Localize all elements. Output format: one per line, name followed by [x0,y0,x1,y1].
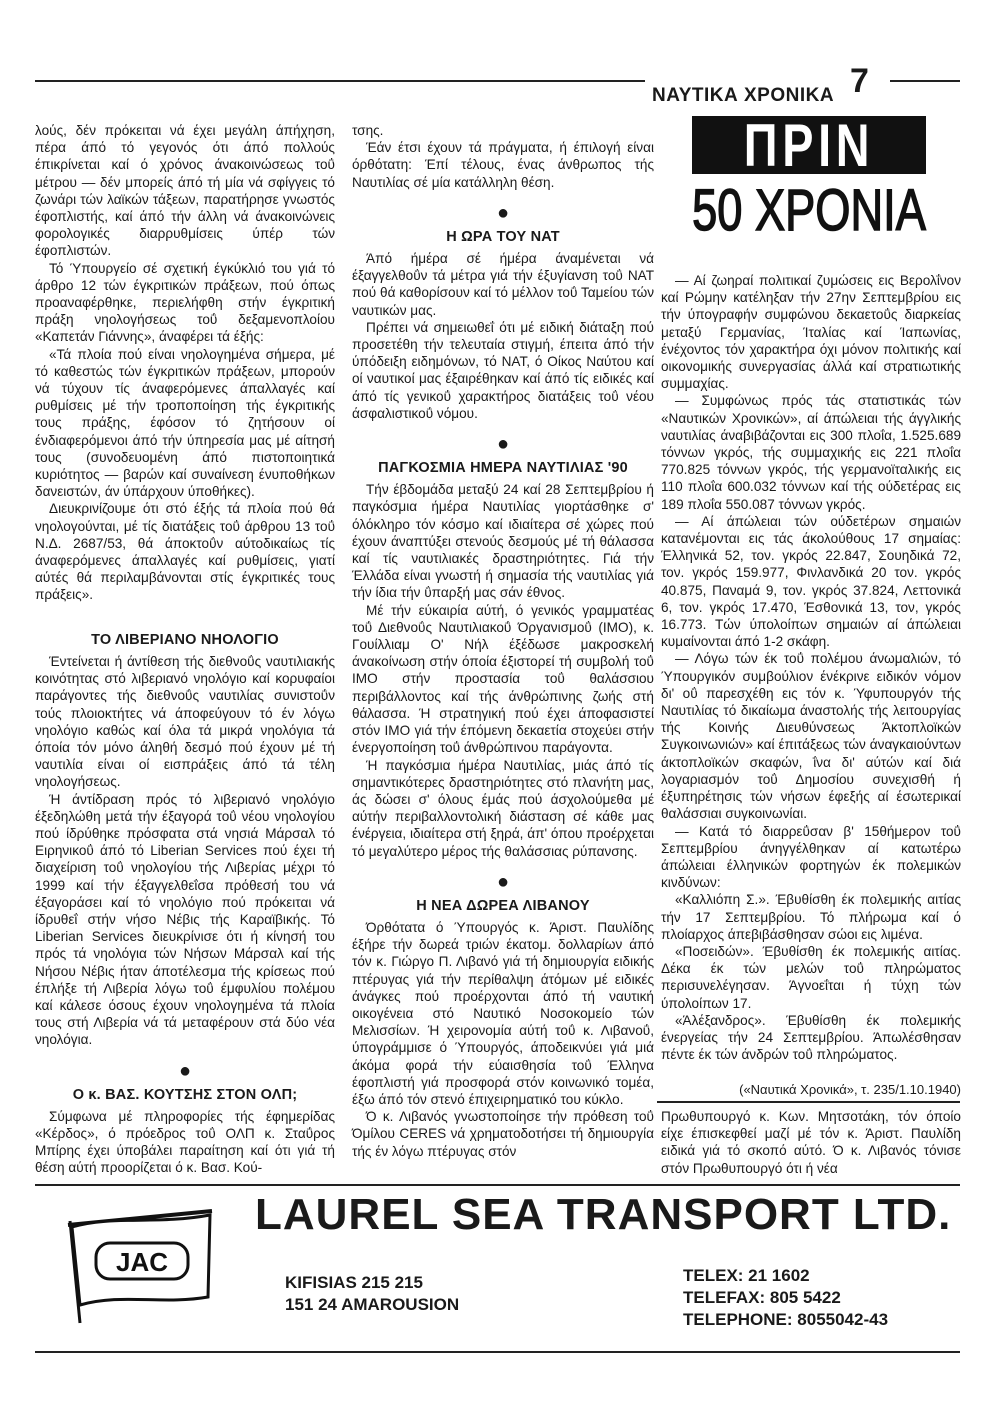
prin-50-xronia-banner [659,112,959,246]
paragraph: τσης. [352,123,384,138]
paragraph: Μέ τήν εύκαιρία αύτή, ό γενικός γραμματέας τοΰ Διεθνοΰς Ναυτιλιακοΰ Όργανισμοΰ (ΙΜΟ), κ. Γουίλλιαμ Ο' Νήλ έξέδωσε μακροσκελή άνακοίνωση στήν όποία έξιστορεί τή συμβολή τοΰ ΙΜΟ στήν προστασία τοΰ θαλάσσιου περιβάλλοντος καί τής άνθρώπινης ζωής στή θάλασσα. Ή στρατηγική πού έχει άποφασιστεί στόν ΙΜΟ γιά τήν έπόμενη δεκαετία στοχεύει στήν ένεργοποίηση τοΰ άνθρώπινου παράγοντα. [352,602,654,756]
paragraph: — Λόγω τών έκ τοΰ πολέμου άνωμαλιών, τό Ύπουργικόν συμβούλιον ένέκρινε ειδικόν νόμον δι' οΰ παρεσχέθη εις τόν κ. Ύφυπουργόν τής Ναυτιλίας τό δικαίωμα άναστολής τής λειτουργίας τής Κοινής Διευθύνσεως Άκτοπλοϊκών Συγκοινωνιών» καί έπιτάξεως τών άναγκαιούντων άκτοπλοϊκών σκαφών, ΐνα δι' αύτών καί διά λογαριασμόν τοΰ Δημοσίου συνεχισθή ή έξυπηρέτησις τών νήσων έφεξής αί έσωτερικαί θαλάσσιαι συγκοινωνίαι. [661,651,961,822]
header-rule-right [890,80,960,82]
source-citation: («Ναυτικά Χρονικά», τ. 235/1.10.1940) [739,1082,961,1098]
paragraph: «Καλλιόπη Σ.». Έβυθίσθη έκ πολεμικής αιτίας τήν 17 Σεπτεμβρίου. Τό πλήρωμα καί ό πλοίαρχος άπεβιβάσθησαν σώοι εις λιμένα. [661,892,961,942]
paragraph: Όρθότατα ό Ύπουργός κ. Άριστ. Παυλίδης έξήρε τήν δωρεά τριών έκατομ. δολλαρίων άπό τόν κ. Γιώργο Π. Λιβανό γιά τή δημιουργία ειδικής πτέρυγας γιά τήν περίθαλψη άτόμων μέ ειδικές άνάγκες πού προέρχονται άπό τή ναυτική οικογένεια στό Ναυτικό Νοσοκομείο τών Μελισσίων. Ή χειρονομία αύτή τοΰ κ. Λιβανοΰ, ύπογράμμισε ό Ύπουργός, άποδεικνύει γιά μιά άκόμα φορά τήν εύαισθησία τοΰ Έλληνα έφοπλιστή γιά προσφορά στόν κοινωνικό τομέα, έξω άπό τόν στενό έπιχειρηματικό του κύκλο. [352,919,654,1107]
telex: TELEX: 21 1602 [683,1266,810,1285]
column-3-rule [657,1101,960,1103]
company-contacts [683,1265,888,1331]
section-heading: Η ΩΡΑ ΤΟΥ ΝΑΤ [446,228,560,245]
column-2 [352,122,654,1160]
paragraph: «Τά πλοία πού είναι νηολογημένα σήμερα, μέ τό καθεστώς τών έγκριτικών πράξεων, μπορούν νά τύχουν τίς άναφερόμενες άπαλλαγές καί ρυθμίσεις μέ τήν τροποποίηση τής έγκριτικής τους πράξης, έφόσον τό ζητήσουν οί ένδιαφερόμενοι άπό τήν ύπηρεσία μας μέ αίτησή τους (συνοδευομένη άπό πιστοποιητικά κυριότητος — βαρών καί συναίνεση ένυποθήκων δανειστών, άν ύπάρχουν ύποθήκες). [35,346,335,500]
paragraph: λούς, δέν πρόκειται νά έχει μεγάλη άπήχηση, πέρα άπό τό γεγονός ότι άπό πολλούς έπικρίνεται καί ό χρόνος άνακοινώσεως τοΰ μέτρου — δέν μπορείς άπό τή μία νά σφίγγεις τό ζωνάρι τών λαϊκών τάξεων, παρατήρησε γνωστός έφοπλιστής, καί άπό τήν άλλη νά άνακοινώνεις φορολογικές διαρρυθμίσεις ύπέρ τών έφοπλιστών. [35,123,335,259]
column-3 [661,272,961,1099]
ad-rule-bottom [35,1351,960,1353]
paragraph: Πρέπει νά σημειωθεΐ ότι μέ ειδική διάταξη πού προσετέθη τήν τελευταία στιγμή, έπειτα άπό τήν ύπόδειξη ειδημόνων, τό ΝΑΤ, ό Οίκος Ναύτου καί οί ναυτικοί μας έξαιρέθηκαν καί άπό τίς ειδικές καί άπό τίς γενικοΰ χαρακτήρος διατάξεις τοΰ νέου άσφαλιστικοΰ νόμου. [352,319,654,421]
paragraph: Πρωθυπουργό κ. Κων. Μητσοτάκη, τόν όποίο είχε έπισκεφθεί μαζί μέ τόν κ. Άριστ. Παυλίδη ειδικά γιά τό σκοπό αύτό. Ό κ. Λιβανός τόνισε στόν Πρωθυπουργό ότι ή νέα [661,1109,961,1176]
company-address [285,1272,459,1316]
paragraph: — Αί ζωηραί πολιτικαί ζυμώσεις εις Βερολΐνον καί Ρώμην κατέληξαν τήν 27ην Σεπτεμβρίου εις τήν ύπογραφήν συμφώνου δεκαετοΰς διαρκείας μεταξύ Γερμανίας, Ίταλίας καί Ίαπωνίας, ένέχοντος τόν χαρακτήρα όχι μόνον πολιτικής καί οικονομικής συνεργασίας άλλά καί στρατιωτικής συμμαχίας. [661,273,961,392]
header-title: ΝΑΥΤΙΚΑ ΧΡΟΝΙΚΑ [652,85,835,106]
jac-flag-logo [62,1205,222,1335]
paragraph: Ή άντίδραση πρός τό λιβεριανό νηολόγιο έξεδηλώθη μετά τήν έξαγορά τοΰ νέου νηολογίου πού ίδρύθηκε πρόσφατα στά νησιά Μάρσαλ τό Ειρηνικοΰ άπό τό Liberian Services πού έχει τή διαχείριση τοΰ νηολογίου τής Λιβερίας μέχρι τό 1999 καί τήν έξαγγελθεΐσα πρόθεσή του νά έξαγοράσει καί τό νηολόγιο πού πρόκειται νά ίδρυθεΐ στήν νήσο Νέβις τής Καραϊβικής. Τό Liberian Services διευκρίνισε ότι ή κίνησή του πρός τά νηολόγια τών Νήσων Μάρσαλ καί τής Νήσου Νέβις ήταν άποτέλεσμα τής κρίσεως πού έπλήξε τή Λιβερία λόγω τοΰ έμφυλίου πολέμου καί κάλεσε όσους έχουν νηολογημένα τά πλοία τους στή Λιβερία νά τά μεταφέρουν στά δύο νέα νηολόγια. [35,791,335,1048]
bullet-separator: ● [178,1059,192,1082]
paragraph: «Άλέξανδρος». Έβυθίσθη έκ πολεμικής ένεργείας τήν 24 Σεπτεμβρίου. Άπωλέσθησαν πέντε έκ τών άνδρών τοΰ πληρώματος. [661,1012,961,1063]
section-heading: Η ΝΕΑ ΔΩΡΕΑ ΛΙΒΑΝΟΥ [416,897,590,914]
logo-text: JAC [115,1247,169,1277]
ad-rule-top [35,1184,960,1186]
telefax: TELEFAX: 805 5422 [683,1288,841,1307]
paragraph: — Συμφώνως πρός τάς στατιστικάς τών «Ναυτικών Χρονικών», αί άπώλειαι τής άγγλικής ναυτιλίας άναβιβάζονται εις 300 πλοΐα, 1.525.689 τόννων γκρός, τής συμμαχικής εις 221 πλοΐα 770.825 τόννων γκρός, τής γερμανοϊταλικής εις 110 πλοΐα 600.032 τόννων καί τής ούδετέρας εις 189 πλοΐα 550.087 τόννων γκρός. [661,393,961,512]
spacer [35,604,335,632]
column-3-continuation [661,1108,961,1177]
page-number: 7 [850,62,869,100]
bullet-separator: ● [496,433,510,456]
address-line: KIFISIAS 215 215 [285,1273,423,1292]
paragraph: Έντείνεται ή άντίθεση τής διεθνοΰς ναυτιλιακής κοινότητας στό λιβεριανό νηολόγιο καί κορυφαίοι παράγοντες τής διεθνοΰς ναυτιλίας συνιστοΰν τούς πλοιοκτήτες νά άποφεύγουν τό έν λόγω νηολόγιο καθώς καί όλα τά μικρά νηολόγια τά όποία τόν μόνο άληθή δεσμό πού έχουν μέ τή ναυτιλία είναι οί εισπράξεις άπό τά τέλη νηολογήσεως. [35,653,335,790]
section-heading: ΠΑΓΚΟΣΜΙΑ ΗΜΕΡΑ ΝΑΥΤΙΛΙΑΣ '90 [378,460,628,477]
paragraph: Διευκρινίζουμε ότι στό έξής τά πλοία πού θά νηολογούνται, μέ τίς διατάξεις τοΰ άρθρου 13 τοΰ Ν.Δ. 2687/53, θά άποκτοΰν αύτοδικαίως τίς άναφερόμενες άπαλλαγές καί ρυθμίσεις, γιατί αύτές θά περιλαμβάνονται στίς έγκριτικές τους πράξεις». [35,501,335,603]
bullet-separator: ● [496,870,510,893]
paragraph: Άπό ήμέρα σέ ήμέρα άναμένεται νά έξαγγελθοΰν τά μέτρα γιά τήν έξυγίανση τοΰ ΝΑΤ πού θά καθορίσουν καί τό μέλλον τοΰ Ταμείου τών ναυτικών μας. [352,251,654,318]
banner-title: ΠΡΙΝ [692,116,926,174]
banner-subtitle: 50 ΧΡΟΝΙΑ [692,178,926,243]
paragraph: Ό κ. Λιβανός γνωστοποίησε τήν πρόθεση τοΰ Όμίλου CERES νά χρηματοδοτήσει τή δημιουργία τής έν λόγω πτέρυγας στόν [352,1109,654,1159]
telephone: TELEPHONE: 8055042-43 [683,1310,889,1329]
paragraph: Τήν έβδομάδα μεταξύ 24 καί 28 Σεπτεμβρίου ή παγκόσμια ήμέρα Ναυτιλίας γιορτάσθηκε σ' όλόκληρο τόν κόσμο καί ιδιαίτερα σέ χώρες πού έχουν άναπτύξει στενούς δεσμούς μέ τή θάλασσα καί τίς ναυτιλιακές δραστηριότητες. Γιά τήν Έλλάδα είναι γνωστή ή σημασία τής ναυτιλίας γιά τήν ίδια τήν ΰπαρξή μας σάν έθνος. [352,482,654,601]
paragraph: Ή παγκόσμια ήμέρα Ναυτιλίας, μιάς άπό τίς σημαντικότερες δραστηριότητες στό πλανήτη μας, άς δώσει σ' όλους έμάς πού άσχολούμεθα μέ αύτήν περιβαλλοντολική διάσταση σέ κάθε μας ένέργεια, ιδιαίτερα στή ξηρά, άπ' όπου προέρχεται τό μεγαλύτερο μέρος τής θαλάσσιας ρύπανσης. [352,757,654,859]
paragraph: Σύμφωνα μέ πληροφορίες τής έφημερίδας «Κέρδος», ό πρόεδρος τοΰ ΟΛΠ κ. Σταΰρος Μπίρης έχει ύποβάλει παραίτηση καί ότι γιά τή θέση αύτή προορίζεται ό κ. Βασ. Κού- [35,1108,335,1176]
company-name: LAUREL SEA TRANSPORT LTD. [255,1190,952,1239]
column-1 [35,122,335,1177]
paragraph: — Αί άπώλειαι τών ούδετέρων σημαιών κατανέμονται εις τάς άκολούθους 17 σημαίας: Έλληνικά 52, τον. γκρός 22.847, Σουηδικά 72, τον. γκρός 159.977, Φινλανδικά 20 τον. γκρός 40.875, Παναμά 9, τον. γκρός 37.824, Λεττονικά 6, τον. γκρός 17.470, Έσθονικά 13, τον, γκρός 16.773. Τών ύπολοίπων σημαιών αί άπώλειαι κυμαίνονται άπό 1-2 σκάφη. [661,513,961,650]
section-heading: ΤΟ ΛΙΒΕΡΙΑΝΟ ΝΗΟΛΟΓΙΟ [91,631,279,648]
paragraph: «Ποσειδών». Έβυθίσθη έκ πολεμικής αιτίας. Δέκα έκ τών μελών τοΰ πληρώματος περισυνελέγησαν. Άγνοεΐται ή τύχη τών ύπολοίπων 17. [661,943,961,1011]
bullet-separator: ● [496,201,510,224]
paragraph: — Κατά τό διαρρεΰσαν β' 15θήμερον τοΰ Σεπτεμβρίου άνηγγέλθηκαν αί κατωτέρω άπώλειαι έλληνικών φορτηγών έκ πολεμικών κινδύνων: [661,823,961,891]
paragraph: Έάν έτσι έχουν τά πράγματα, ή έπιλογή είναι όρθότατη: Έπί τέλους, ένας άνθρωπος τής Ναυτιλίας σέ μία κατάλληλη θέση. [352,140,654,190]
address-line: 151 24 AMAROUSION [285,1295,460,1314]
section-heading: Ο κ. ΒΑΣ. ΚΟΥΤΣΗΣ ΣΤΟΝ ΟΛΠ; [72,1086,298,1103]
paragraph: Τό Ύπουργείο σέ σχετική έγκύκλιό του γιά τό άρθρο 12 τών έγκριτικών πράξεων, πού όπως προαναφέρθηκε, περιελήφθη στήν έγκριτική πράξη νηολογήσεως τοΰ δεξαμενοπλοίου «Καπετάν Γιάννης», άναφέρει τά έξής: [35,260,335,345]
header-rule-left [35,80,645,82]
